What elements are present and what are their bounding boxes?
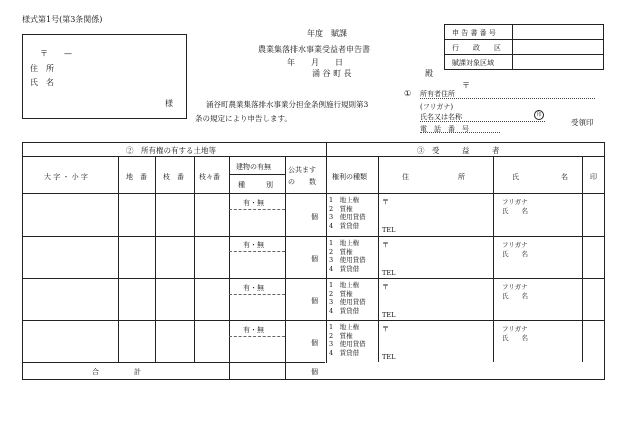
received-stamp-label: 受領印 — [571, 118, 594, 127]
row-4-postal: 〒 — [382, 325, 389, 333]
row-1-presence[interactable]: 有・無 — [243, 199, 264, 207]
form-number: 様式第1号(第3条関係) — [22, 15, 103, 24]
row-1-unit: 個 — [311, 213, 318, 221]
rights-option: 1 地上権 — [329, 239, 360, 247]
address-box-name-label: 氏 名 — [30, 78, 54, 87]
fiscal-year: 年度 賦課 — [307, 29, 347, 38]
office-label-district: 行 政 区 — [452, 44, 501, 52]
col-chiban: 地 番 — [126, 173, 147, 181]
page-title: 農業集落排水事業受益者申告書 — [258, 45, 370, 54]
row-2-furigana: フリガナ — [502, 241, 528, 249]
row-3-unit: 個 — [311, 297, 318, 305]
seal-mark-text: 印 — [534, 110, 544, 120]
rights-option: 3 使用貸借 — [329, 340, 366, 348]
total-label: 合 計 — [92, 368, 141, 376]
row-3-presence[interactable]: 有・無 — [243, 284, 264, 292]
col-edaban: 枝々番 — [199, 173, 220, 181]
address-box-postal: 〒 — — [40, 49, 72, 58]
col-rights-type: 権利の種類 — [332, 173, 367, 181]
rights-option: 3 使用貸借 — [329, 298, 366, 306]
row-4-unit: 個 — [311, 339, 318, 347]
row-4-presence[interactable]: 有・無 — [243, 326, 264, 334]
row-1-furigana: フリガナ — [502, 198, 528, 206]
recipient-honorific: 殿 — [425, 69, 433, 78]
address-box-address-label: 住 所 — [30, 64, 54, 73]
row-2-postal: 〒 — [382, 241, 389, 249]
declarant-address-label: 所有者住所 — [420, 90, 455, 98]
row-4-name-label: 氏 名 — [502, 334, 528, 342]
declarant-phone-line[interactable] — [420, 132, 500, 133]
land-section-header: ② 所有権の有する土地等 — [126, 146, 216, 155]
declaration-date: 年 月 日 — [287, 58, 343, 67]
col-building-type: 種 別 — [238, 181, 273, 189]
declarant-name-label: 氏名又は名称 — [420, 113, 462, 121]
row-2-tel: TEL — [382, 269, 396, 277]
rights-option: 4 賃貸借 — [329, 221, 360, 230]
office-label-assessment-area: 賦課対象区域 — [452, 59, 494, 67]
office-label-application-number: 申 告 書 番 号 — [452, 29, 496, 37]
rights-option: 2 質権 — [329, 247, 353, 256]
row-3-name-label: 氏 名 — [502, 292, 528, 300]
rights-option: 4 賃貸借 — [329, 264, 360, 273]
rights-option: 3 使用貸借 — [329, 256, 366, 264]
rights-option: 2 質権 — [329, 289, 353, 298]
row-3-furigana: フリガナ — [502, 283, 528, 291]
rights-option: 4 賃貸借 — [329, 348, 360, 357]
col-building-presence: 建物の有無 — [236, 163, 271, 171]
col-address: 住 所 — [402, 173, 465, 181]
declarant-circle-number: ① — [404, 89, 412, 98]
beneficiary-section-header: ③ 受 益 者 — [417, 146, 500, 155]
rights-option: 2 質権 — [329, 204, 353, 213]
row-4-rights[interactable] — [329, 323, 366, 357]
rights-option: 2 質権 — [329, 331, 353, 340]
row-3-rights[interactable] — [329, 281, 366, 315]
declarant-postal: 〒 — [462, 81, 470, 90]
row-1-name-label: 氏 名 — [502, 207, 528, 215]
rights-option: 1 地上権 — [329, 323, 360, 331]
declarant-address-line[interactable] — [420, 98, 595, 99]
row-2-rights[interactable] — [329, 239, 366, 273]
col-seal: 印 — [590, 173, 597, 181]
statement-line-2: 条の規定により申告します。 — [195, 114, 292, 123]
recipient: 涌 谷 町 長 — [312, 69, 352, 78]
col-public-masu-1: 公共ます — [288, 166, 316, 174]
row-1-rights[interactable] — [329, 196, 366, 230]
rights-option: 3 使用貸借 — [329, 213, 366, 221]
declarant-phone-label: 電 話 番 号 — [420, 125, 469, 133]
row-4-tel: TEL — [382, 353, 396, 361]
col-kaban: 枝 番 — [163, 173, 184, 181]
row-2-unit: 個 — [311, 255, 318, 263]
total-unit: 個 — [311, 368, 318, 376]
row-3-postal: 〒 — [382, 283, 389, 291]
rights-option: 1 地上権 — [329, 196, 360, 204]
row-2-name-label: 氏 名 — [502, 250, 528, 258]
address-box-honorific: 様 — [165, 99, 173, 108]
rights-option: 1 地上権 — [329, 281, 360, 289]
declarant-name-line[interactable] — [420, 121, 545, 122]
statement-line-1: 涌谷町農業集落排水事業分担金条例施行規則第3 — [206, 100, 369, 109]
row-1-postal: 〒 — [382, 198, 389, 206]
row-2-presence[interactable]: 有・無 — [243, 241, 264, 249]
col-aza: 大 字 ・ 小 字 — [44, 173, 88, 181]
row-1-tel: TEL — [382, 226, 396, 234]
row-4-furigana: フリガナ — [502, 325, 528, 333]
declarant-furigana-label: (フリガナ) — [420, 103, 454, 111]
rights-option: 4 賃貸借 — [329, 306, 360, 315]
col-name: 氏 名 — [512, 173, 568, 181]
row-3-tel: TEL — [382, 311, 396, 319]
col-public-masu-2: の 数 — [288, 178, 316, 186]
seal-mark-icon — [534, 110, 544, 120]
